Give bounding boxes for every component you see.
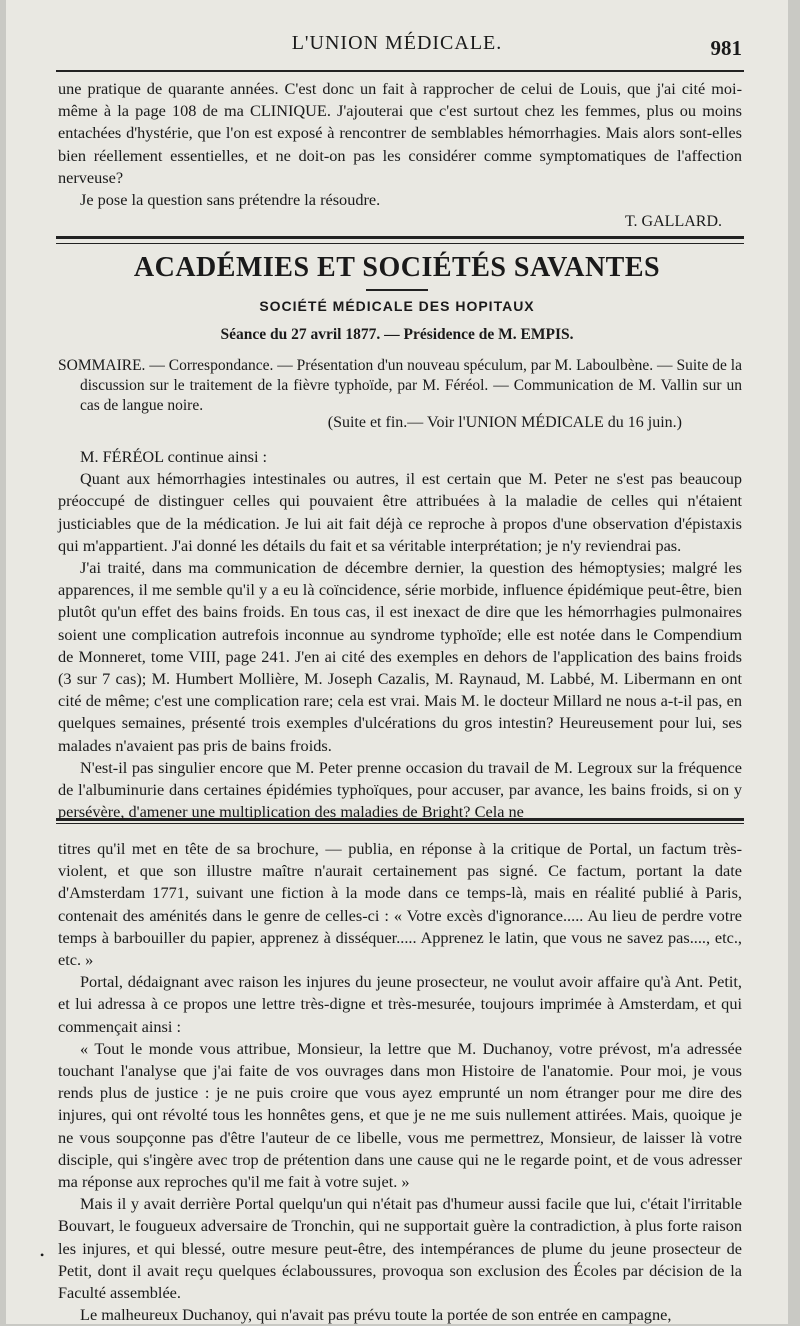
seance-line: Séance du 27 avril 1877. — Présidence de M. EMPIS. bbox=[220, 326, 574, 343]
article-paragraph: Quant aux hémorrhagies intestinales ou autres, il est certain que M. Peter ne s'est pas beaucoup préoccupé de distinguer celles qui pouvaient être attribuées à la maladie de celles qui n'étaient justiciables que de la médication. Je lui ait fait déjà ce reproche à propos d'une observation d'épistaxis qui m'appartient. J'ai donné les détails du fait et sa véritable interprétation; je n'y reviendrai pas. bbox=[58, 469, 742, 555]
title-underline bbox=[366, 289, 428, 291]
intro-closing: Je pose la question sans prétendre la résoudre. bbox=[80, 190, 381, 210]
intro-block bbox=[58, 78, 742, 231]
author-signature: T. GALLARD. bbox=[624, 213, 722, 231]
sommaire-text: SOMMAIRE. — Correspondance. — Présentation d'un nouveau spéculum, par M. Laboulbène. — Suite de la discussion sur le traitement de la fièvre typhoïde, par M. Féréol. — Communication de M. Vallin sur un cas de langue noire. bbox=[58, 357, 742, 414]
article-body bbox=[58, 446, 742, 823]
article-paragraph: M. FÉRÉOL continue ainsi : bbox=[80, 447, 268, 466]
header-rule bbox=[56, 70, 744, 72]
feuilleton-divider bbox=[56, 818, 744, 824]
running-title: L'UNION MÉDICALE. bbox=[291, 32, 503, 54]
feuilleton-paragraph: « Tout le monde vous attribue, Monsieur, la lettre que M. Duchanoy, votre prévost, m'a adressée touchant l'analyse que j'ai faite de vos ouvrages dans mon Histoire de l'anatomie. Pour moi, je vous rends plus de justice : je ne puis croire que vous ayez emprunté un nom étranger pour me dire des injures, qui ont révolté tous les honnêtes gens, et que je ne me suis nullement attirées. Mais, quoique je ne vous soupçonne pas d'être l'auteur de ce libelle, vous me permettrez, Monsieur, de laisser là votre disciple, qui s'ingère avec trop de prétention dans une cause qui ne le regarde point, et de vous adresser ma réponse aux reproches qu'il me fait à votre sujet. » bbox=[58, 1038, 742, 1192]
section-divider bbox=[56, 236, 744, 244]
society-name: SOCIÉTÉ MÉDICALE DES HOPITAUX bbox=[259, 298, 535, 314]
feuilleton-paragraph: titres qu'il met en tête de sa brochure, — publia, en réponse à la critique de Portal, un factum très-violent, et que son illustre maître n'aurait certainement pas signé. Ce factum, portant la date d'Amsterdam 1771, suivant une fiction à la mode dans ce temps-là, mais en réalité publié à Paris, contenait des aménités dans le genre de celles-ci : « Votre excès d'ignorance..... Au lieu de perdre votre temps à barbouiller du papier, apprenez à disséquer..... Apprenez le latin, que vous ne savez pas...., etc., etc. » bbox=[58, 839, 742, 970]
article-paragraph: N'est-il pas singulier encore que M. Peter prenne occasion du travail de M. Legroux sur la fréquence de l'albuminurie dans certaines épidémies typhoïques, pour accuser, par avance, les bains froids, si on y persévère, d'amener une multiplication des maladies de Bright? Cela ne bbox=[58, 757, 742, 822]
feuilleton-paragraph: Le malheureux Duchanoy, qui n'avait pas prévu toute la portée de son entrée en campagne, bbox=[80, 1305, 672, 1325]
feuilleton-paragraph: Portal, dédaignant avec raison les injures du jeune prosecteur, ne voulut avoir affaire qu'à Ant. Petit, et lui adressa à ce propos une lettre très-digne et très-mesurée, toujours imprimée à Amsterdam, et qui commençait ainsi : bbox=[58, 972, 742, 1036]
feuilleton-paragraph: Mais il y avait derrière Portal quelqu'un qui n'était pas d'humeur aussi facile que lui, c'était l'irritable Bouvart, le fougueux adversaire de Tronchin, qui ne supportait guère la contradiction, à plus forte raison les injures, et qui blessé, outre mesure peut-être, des intempérances de plume du jeune prosecteur de Petit, dont il avait reçu quelques éclaboussures, provoqua son exclusion des Écoles par décision de la Faculté assemblée. bbox=[58, 1194, 742, 1303]
margin-bullet: • bbox=[40, 1248, 45, 1262]
page-number: 981 bbox=[710, 36, 742, 60]
sommaire-block bbox=[58, 356, 742, 416]
section-title: ACADÉMIES ET SOCIÉTÉS SAVANTES bbox=[133, 252, 661, 283]
intro-paragraph: une pratique de quarante années. C'est donc un fait à rapprocher de celui de Louis, que j'ai cité moi-même à la page 108 de ma CLINIQUE. J'ajouterai que c'est surtout chez les femmes, plus ou moins entachées d'hystérie, que l'on est exposé à rencontrer de semblables hémorrhagies. Mais alors sont-elles bien réellement essentielles, et ne doit-on pas les considérer comme symptomatiques de l'affection nerveuse? bbox=[58, 79, 742, 187]
feuilleton-body bbox=[58, 838, 742, 1326]
article-paragraph: J'ai traité, dans ma communication de décembre dernier, la question des hémoptysies; malgré les apparences, il me semble qu'il y a eu là coïncidence, série morbide, influence épidémique peut-être, bien plutôt qu'un effet des bains froids. En tous cas, il est inexact de dire que les hémorrhagies pulmonaires soient une complication autrefois inconnue au syndrome typhoïde; elle est notée dans le Compendium de Monneret, tome VIII, page 241. J'en ai cité des exemples en dehors de l'application des bains froids (3 sur 7 cas); M. Humbert Mollière, M. Joseph Cazalis, M. Raynaud, M. Labbé, M. Libermann en ont cité de même; c'est une complication rare; cela est vrai. Mais M. le docteur Millard ne nous a-t-il pas, en quelques semaines, présenté trois exemples d'ulcérations du gros intestin? Heureusement pour lui, ses malades n'avaient pas pris de bains froids. bbox=[58, 558, 742, 755]
suite-note: (Suite et fin.— Voir l'UNION MÉDICALE du 16 juin.) bbox=[327, 414, 682, 431]
journal-page bbox=[6, 0, 788, 1324]
page-header bbox=[6, 32, 788, 62]
